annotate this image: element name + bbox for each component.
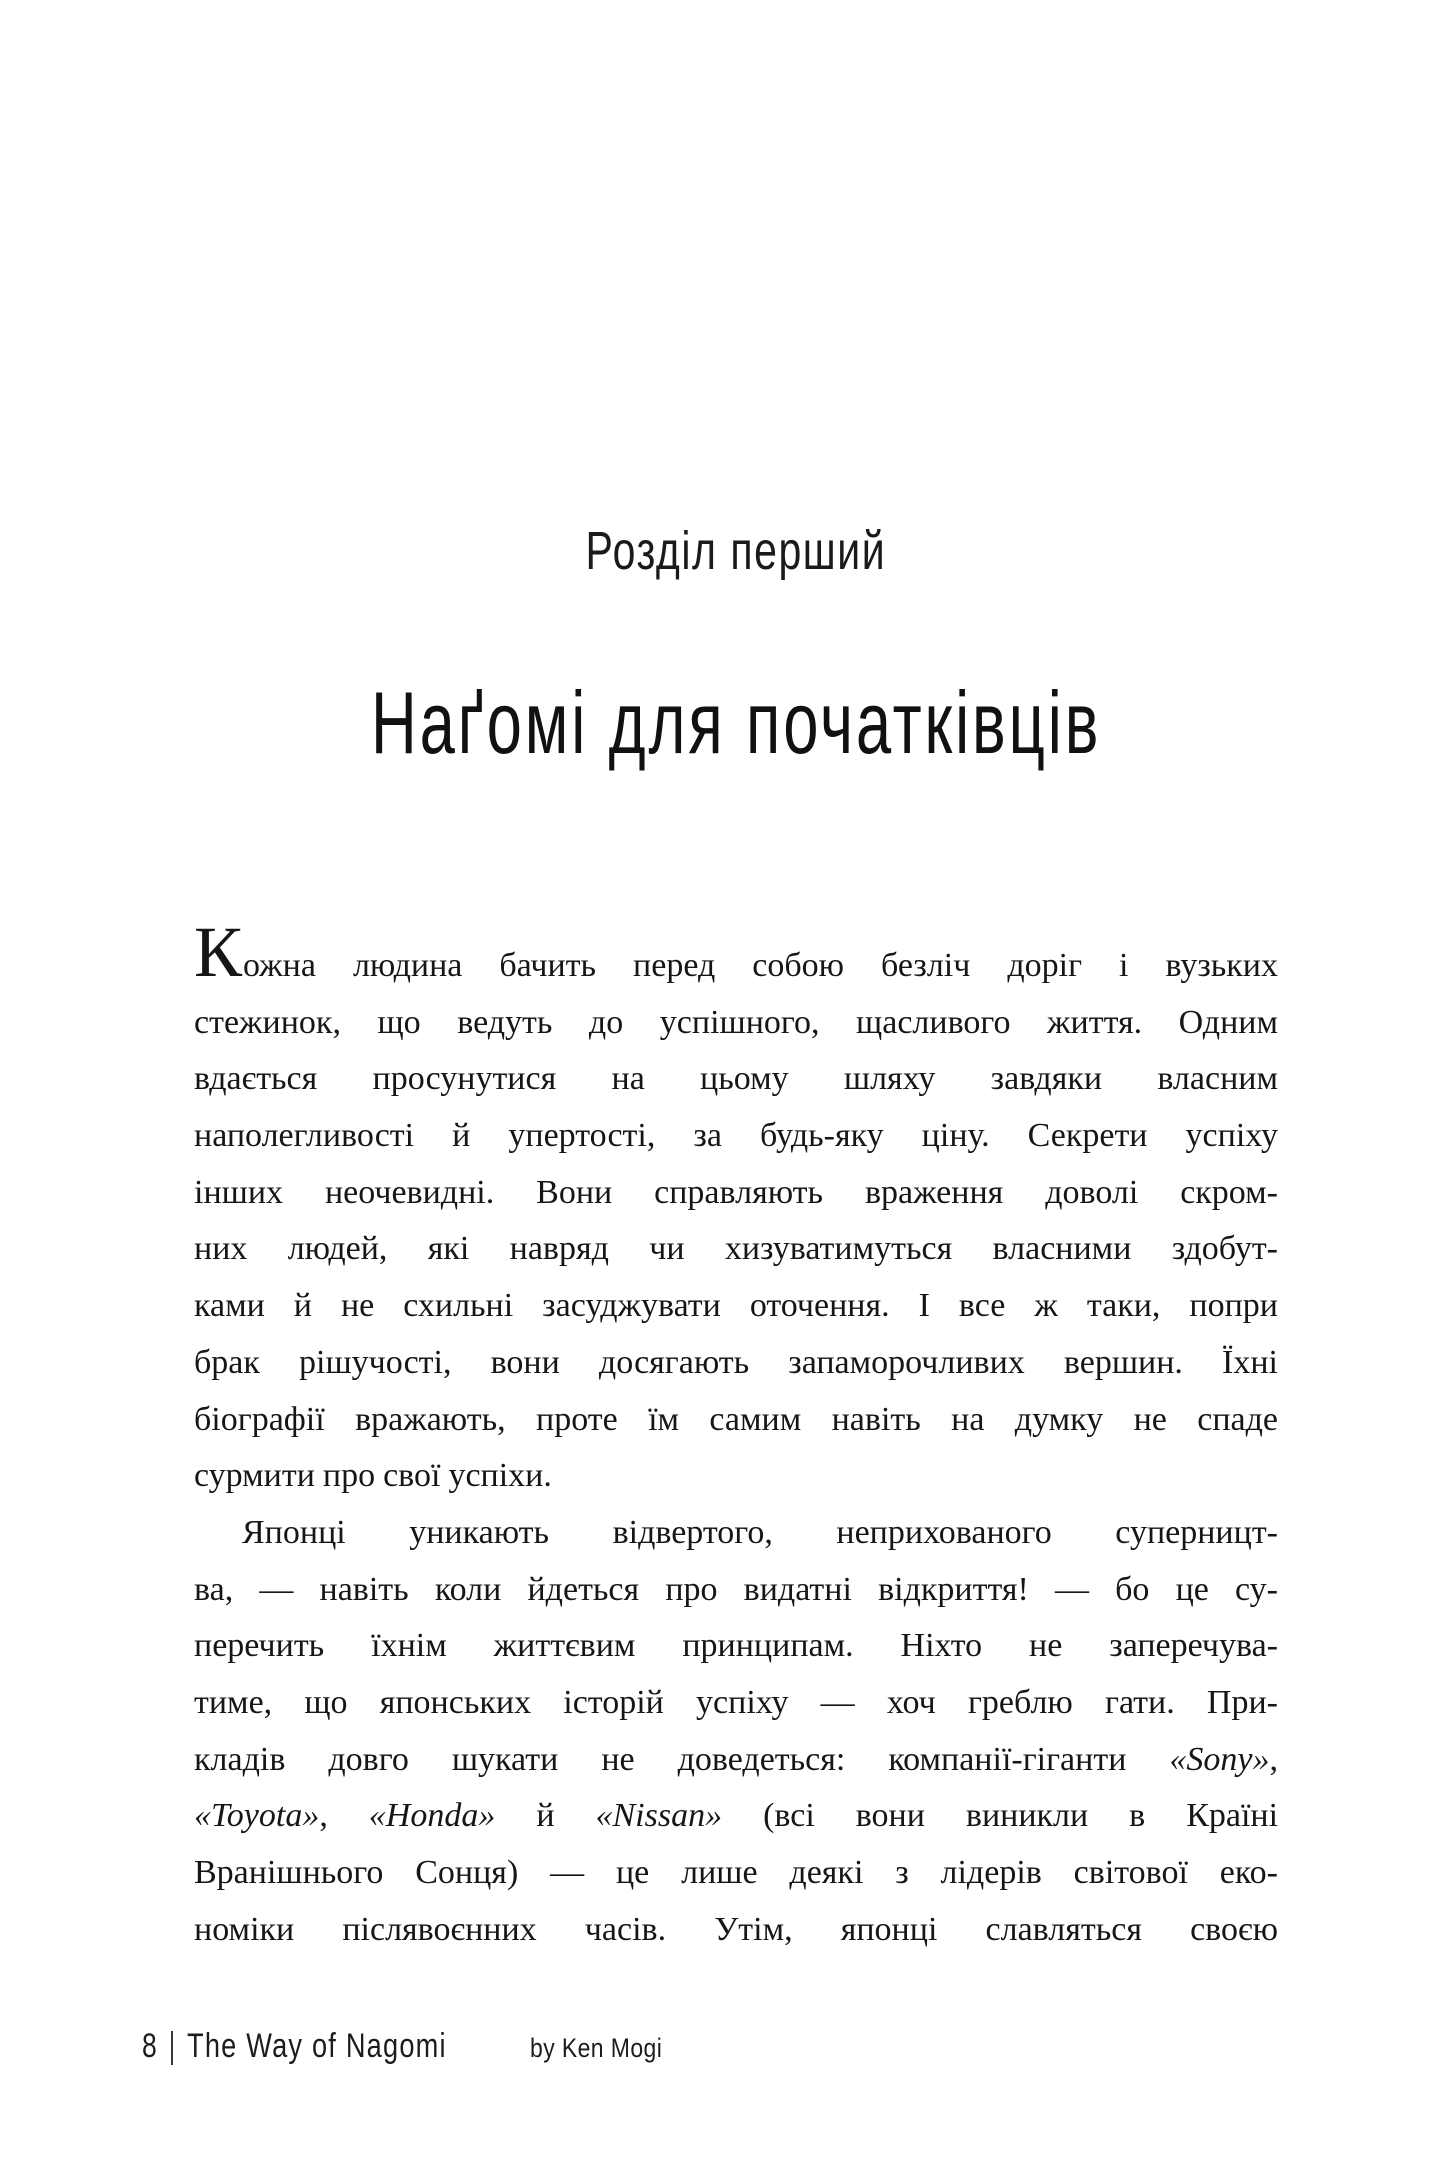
text-line: ва, — навіть коли йдеться про видатні відкриття! — бо це су- — [194, 1570, 1278, 1608]
text-line: номіки післявоєнних часів. Утім, японці славляться своєю — [194, 1910, 1278, 1948]
drop-cap: К — [194, 912, 244, 992]
page-title — [194, 673, 1278, 772]
text-line: тиме, що японських історій успіху — хоч греблю гати. При- — [194, 1683, 1278, 1721]
text-line-content: ожна людина бачить перед собою безліч доріг і вузьких — [243, 947, 1278, 984]
book-title: The Way of Nagomi — [186, 2027, 447, 2065]
text-line: стежинок, що ведуть до успішного, щасливого життя. Одним — [194, 1003, 1278, 1041]
text-line: біографії вражають, проте їм самим навіть на думку не спаде — [194, 1400, 1278, 1438]
text-line: брак рішучості, вони досягають запаморочливих вершин. Їхні — [194, 1343, 1278, 1381]
text-line — [194, 912, 1278, 995]
text-line: інших неочевидні. Вони справляють враження доволі скром- — [194, 1173, 1278, 1211]
text-line-content: кладів довго шукати не доведеться: компанії-гіганти — [194, 1740, 1127, 1778]
text-line-content: (всі вони виникли в Країні — [763, 1797, 1279, 1835]
text-line: Вранішнього Сонця) — це лише деякі з лідерів світової еко- — [194, 1854, 1278, 1891]
text-line: Японці уникають відвертого, неприхованого суперницт- — [242, 1513, 1278, 1551]
text-line — [194, 1788, 1278, 1845]
chapter-heading-label: Розділ перший — [585, 521, 887, 581]
text-line: сурмити про свої успіхи. — [194, 1457, 552, 1495]
text-line-content: й — [536, 1797, 555, 1835]
footer-divider — [171, 2031, 173, 2065]
body-text — [194, 912, 1279, 1958]
text-line — [194, 1732, 1278, 1789]
chapter-heading — [194, 521, 1278, 581]
text-line-content: , — [319, 1797, 328, 1835]
page-number: 8 — [142, 2027, 157, 2065]
page-title-label: Наґомі для початківців — [370, 673, 1102, 772]
text-line: перечить їхнім життєвим принципам. Ніхто не заперечува- — [194, 1627, 1278, 1665]
page-footer — [142, 2026, 685, 2068]
text-line: наполегливості й упертості, за будь-яку ціну. Секрети успіху — [194, 1117, 1278, 1155]
company-name-italic: «Nissan» — [595, 1797, 723, 1835]
text-line: них людей, які навряд чи хизуватимуться власними здобут- — [194, 1230, 1278, 1268]
text-line: вдається просунутися на цьому шляху завдяки власним — [194, 1060, 1278, 1098]
company-name-italic: «Toyota» — [194, 1797, 320, 1835]
text-line: ками й не схильні засуджувати оточення. І все ж таки, попри — [194, 1287, 1278, 1325]
byline: by Ken Mogi — [529, 2033, 662, 2063]
text-line-content: , — [1269, 1740, 1278, 1778]
company-name-italic: «Sony» — [1169, 1740, 1270, 1778]
company-name-italic: «Honda» — [368, 1797, 496, 1835]
